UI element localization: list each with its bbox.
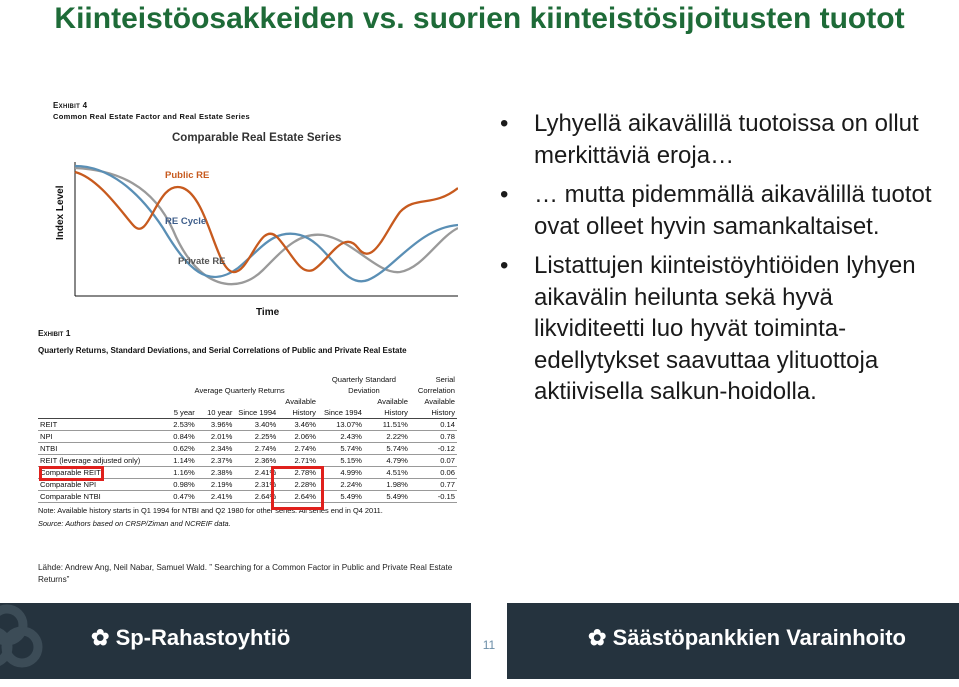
public-re-label: Public RE (165, 170, 210, 181)
re-cycle-label: RE Cycle (165, 216, 207, 227)
table-cell: 2.43% (318, 431, 364, 443)
row-label: Comparable REIT (38, 467, 161, 479)
column-header: 5 year (161, 407, 197, 419)
left-logo-text: Sp-Rahastoyhtiö (115, 625, 291, 650)
table-cell: 5.15% (318, 455, 364, 467)
group-header-returns: Average Quarterly Returns (194, 386, 285, 395)
slide-title: Kiinteistöosakkeiden vs. suorien kiinteistösijoitusten tuotot (54, 2, 905, 35)
table-cell: 0.78 (410, 431, 457, 443)
saastopankkien-logo (588, 625, 906, 651)
exhibit-4-svg (38, 100, 458, 318)
table-note: Note: Available history starts in Q1 1994 for NTBI and Q2 1980 for other series. All series end in Q4 2011. (38, 506, 383, 515)
table-cell: 2.34% (197, 443, 235, 455)
table-cell: 2.06% (278, 431, 318, 443)
available-label: Available (424, 397, 455, 406)
table-cell: 0.07 (410, 455, 457, 467)
highlight-box-available-history (271, 466, 324, 510)
table-cell: 2.22% (364, 431, 410, 443)
table-row (38, 443, 457, 455)
table-row (38, 455, 457, 467)
column-header: History (278, 407, 318, 419)
table-cell: 2.25% (234, 431, 278, 443)
table-cell: 2.78% (278, 467, 318, 479)
returns-table (38, 374, 457, 503)
table-row (38, 431, 457, 443)
table-available-row (38, 396, 457, 407)
column-header: 10 year (197, 407, 235, 419)
table-cell: 4.99% (318, 467, 364, 479)
exhibit-1-subtitle: Quarterly Returns, Standard Deviations, and Serial Correlations of Public and Private Real Estate (38, 346, 407, 355)
flower-logo-icon: ✿ (588, 625, 607, 650)
table-group-header-row (38, 374, 457, 396)
column-header: Since 1994 (234, 407, 278, 419)
table-cell: 2.74% (278, 443, 318, 455)
page-number: 11 (471, 603, 507, 679)
table-cell: 5.49% (364, 491, 410, 503)
table-cell: 1.14% (161, 455, 197, 467)
table-cell: 2.37% (197, 455, 235, 467)
column-header (38, 407, 161, 419)
private-re-label: Private RE (178, 256, 226, 267)
table-cell: 0.47% (161, 491, 197, 503)
table-cell: 2.36% (234, 455, 278, 467)
table-cell: 2.38% (197, 467, 235, 479)
table-cell: 2.41% (197, 491, 235, 503)
bullet-item: • Listattujen kiinteistöyhtiöiden lyhyen aikavälin heilunta sekä hyvä likviditeetti luo hyvät toiminta-edellytykset saavuttaa ylituottoja aktiivisella salkun-hoidolla. (500, 250, 940, 408)
right-logo-text: Säästöpankkien Varainhoito (612, 625, 906, 650)
bullet-item: • … mutta pidemmällä aikavälillä tuotot ovat olleet hyvin samankaltaiset. (500, 179, 940, 242)
table-cell: 5.74% (364, 443, 410, 455)
row-label: REIT (38, 419, 161, 431)
table-cell: 2.28% (278, 479, 318, 491)
table-cell: 1.16% (161, 467, 197, 479)
x-axis-label: Time (256, 307, 280, 318)
group-header-stdev: Quarterly Standard Deviation (331, 375, 397, 395)
table-cell: 2.64% (234, 491, 278, 503)
table-cell: 2.53% (161, 419, 197, 431)
table-cell: 4.51% (364, 467, 410, 479)
table-cell: 11.51% (364, 419, 410, 431)
table-cell: 0.62% (161, 443, 197, 455)
exhibit-4-label: Exhibit 4 (53, 101, 88, 110)
table-cell: 2.64% (278, 491, 318, 503)
table-cell: 3.40% (234, 419, 278, 431)
table-cell: 0.98% (161, 479, 197, 491)
table-cell: 2.19% (197, 479, 235, 491)
table-cell: 1.98% (364, 479, 410, 491)
bullet-item: • Lyhyellä aikavälillä tuotoissa on ollut merkittäviä eroja… (500, 108, 940, 171)
exhibit-1-table-figure (38, 328, 458, 528)
table-cell: 0.77 (410, 479, 457, 491)
sp-rahastoyhtio-logo (91, 625, 290, 651)
row-label: REIT (leverage adjusted only) (38, 455, 161, 467)
table-source: Source: Authors based on CRSP/Ziman and NCREIF data. (38, 519, 231, 528)
table-cell: 2.31% (234, 479, 278, 491)
table-cell: 3.46% (278, 419, 318, 431)
table-cell: 0.14 (410, 419, 457, 431)
row-label: Comparable NPI (38, 479, 161, 491)
flower-logo-icon: ✿ (91, 625, 110, 650)
exhibit-4-chart-title: Comparable Real Estate Series (172, 132, 342, 144)
table-row (38, 491, 457, 503)
table-cell: 5.49% (318, 491, 364, 503)
exhibit-4-subtitle: Common Real Estate Factor and Real Estate Series (53, 112, 250, 121)
table-cell: -0.15 (410, 491, 457, 503)
footer-bar (0, 603, 959, 679)
column-header: History (364, 407, 410, 419)
table-cell: 4.79% (364, 455, 410, 467)
table-cell: 0.06 (410, 467, 457, 479)
group-header-serial: Serial Correlation (417, 375, 455, 395)
table-cell: 0.84% (161, 431, 197, 443)
table-cell: 3.96% (197, 419, 235, 431)
source-reference: Lähde: Andrew Ang, Neil Nabar, Samuel Wald. ” Searching for a Common Factor in Public and Private Real Estate Returns” (38, 563, 453, 584)
table-row (38, 419, 457, 431)
highlight-box-comparable-reit (39, 466, 104, 481)
table-cell: 2.74% (234, 443, 278, 455)
table-column-header-row (38, 407, 457, 419)
table-cell: -0.12 (410, 443, 457, 455)
decorative-flower-icon (0, 595, 52, 685)
bullet-list (500, 108, 940, 416)
row-label: NPI (38, 431, 161, 443)
table-cell: 2.41% (234, 467, 278, 479)
table-cell: 5.74% (318, 443, 364, 455)
table-cell: 2.01% (197, 431, 235, 443)
table-body (38, 419, 457, 503)
exhibit-1-label: Exhibit 1 (38, 328, 71, 338)
available-label: Available (377, 397, 408, 406)
row-label: NTBI (38, 443, 161, 455)
exhibit-4-chart (38, 100, 458, 318)
row-label: Comparable NTBI (38, 491, 161, 503)
table-cell: 13.07% (318, 419, 364, 431)
available-label: Available (285, 397, 316, 406)
column-header: Since 1994 (318, 407, 364, 419)
table-cell: 2.24% (318, 479, 364, 491)
y-axis-label: Index Level (55, 185, 66, 240)
table-cell: 2.71% (278, 455, 318, 467)
column-header: History (410, 407, 457, 419)
